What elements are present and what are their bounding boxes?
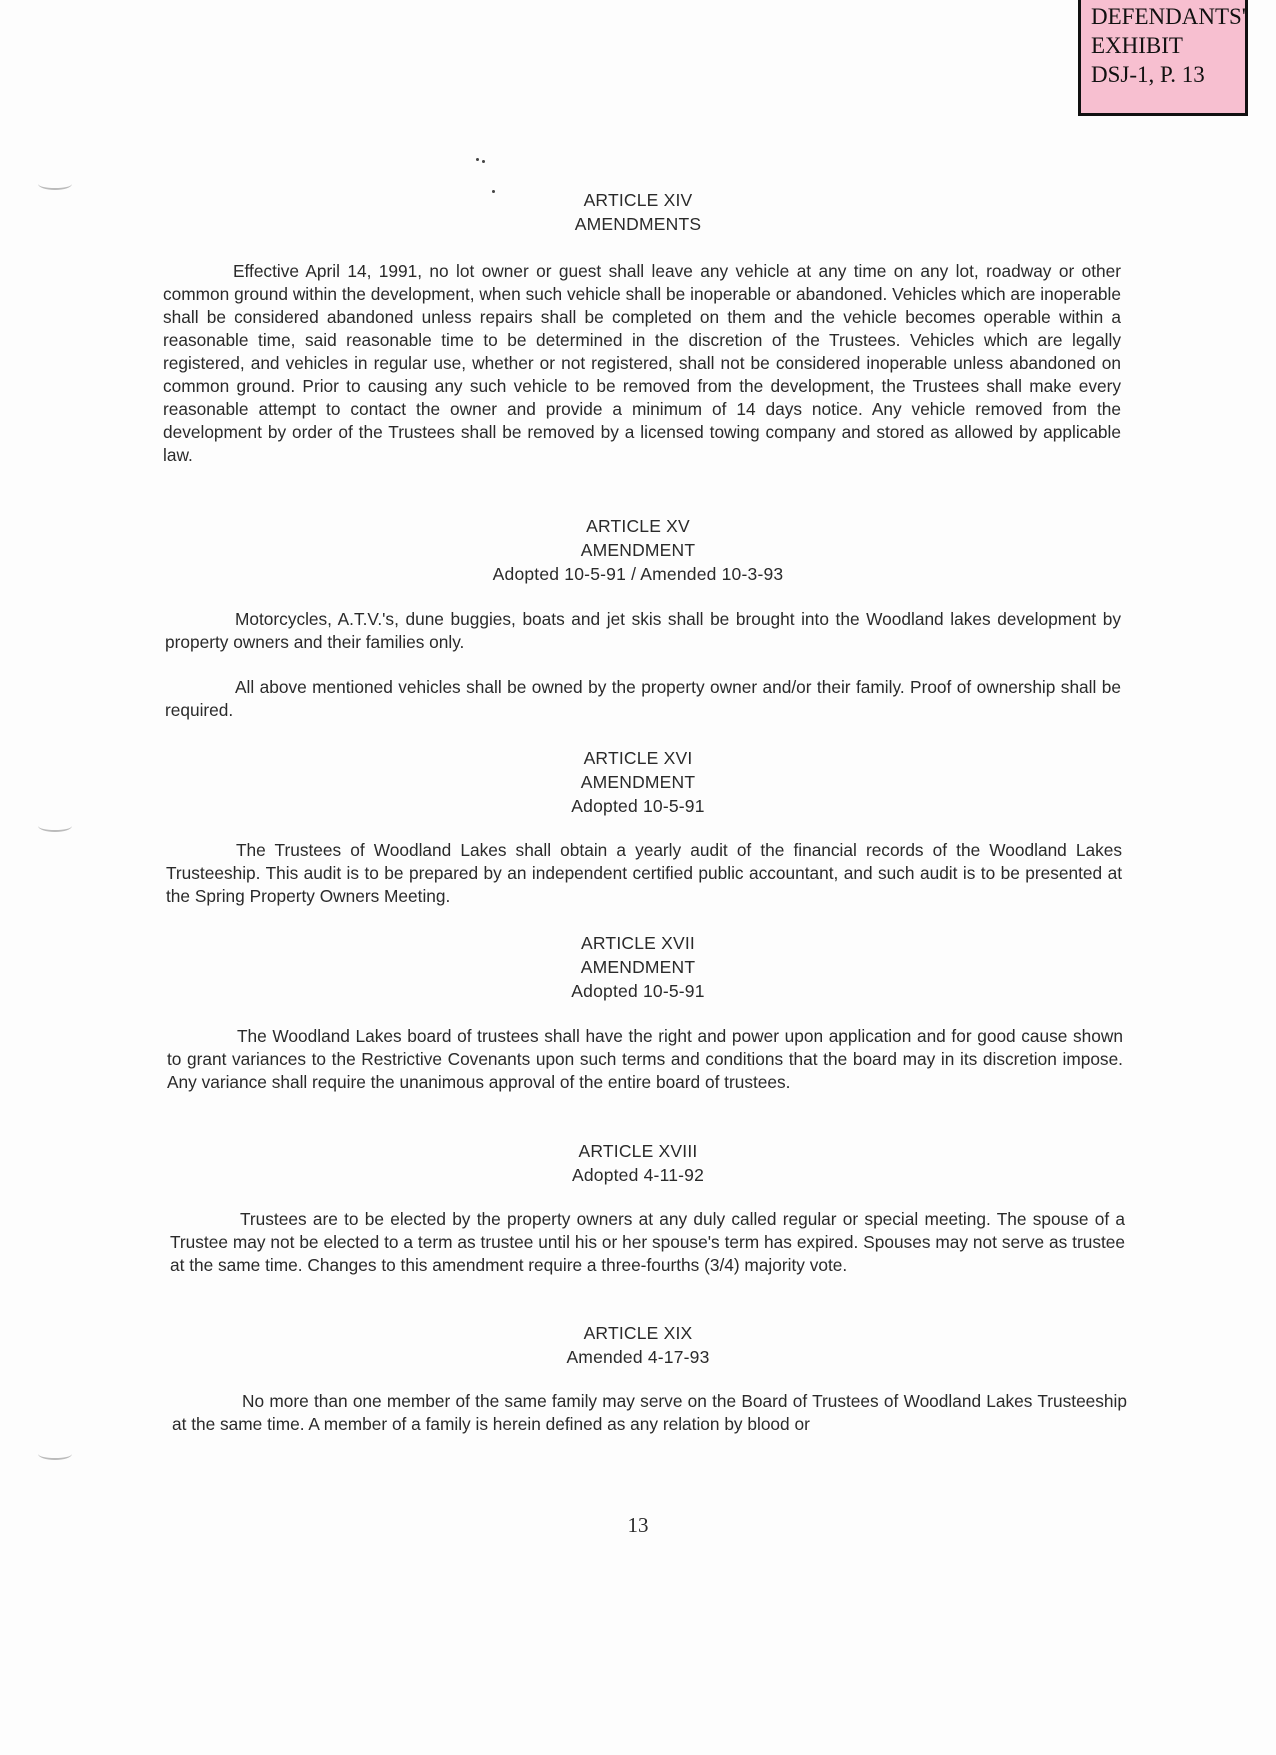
article-xix-paragraph: No more than one member of the same family may serve on the Board of Trustees of Woodland Lakes Trusteeship at the same time. A member of a family is herein defined as any relation by blood or <box>172 1391 1127 1434</box>
article-xviii-paragraph: Trustees are to be elected by the property owners at any duly called regular or special meeting. The spouse of a Trustee may not be elected to a term as trustee until his or her spouse's term has expired. Spouses may not serve as trustee at the same time. Changes to this amendment require a three-fourths (3/4) majority vote. <box>170 1209 1125 1275</box>
exhibit-line-2: EXHIBIT <box>1091 33 1183 58</box>
article-date: Adopted 10-5-91 / Amended 10-3-93 <box>492 564 784 584</box>
article-subtitle: AMENDMENT <box>580 772 696 792</box>
article-title: ARTICLE XIX <box>583 1323 693 1343</box>
article-xvi-heading <box>0 746 1276 818</box>
article-title: ARTICLE XV <box>586 516 690 536</box>
article-xv-paragraph-1: Motorcycles, A.T.V.'s, dune buggies, boats and jet skis shall be brought into the Woodland lakes development by property owners and their families only. <box>165 609 1121 652</box>
article-title: ARTICLE XVIII <box>578 1141 698 1161</box>
article-title: ARTICLE XVI <box>583 748 693 768</box>
article-title: ARTICLE XVII <box>581 933 695 953</box>
scan-speck <box>482 160 485 163</box>
article-xix-heading <box>0 1321 1276 1369</box>
exhibit-line-1: DEFENDANTS' <box>1091 4 1246 29</box>
article-xv-heading <box>0 514 1276 586</box>
punch-hole-mark <box>38 1448 72 1460</box>
article-title: ARTICLE XIV <box>583 190 693 210</box>
scan-speck <box>476 158 479 161</box>
article-date: Amended 4-17-93 <box>566 1347 710 1367</box>
article-xvii-heading <box>0 931 1276 1003</box>
article-date: Adopted 10-5-91 <box>571 981 705 1001</box>
page-number: 13 <box>627 1513 649 1537</box>
exhibit-line-3: DSJ-1, P. 13 <box>1091 62 1205 87</box>
article-xv-paragraph-2: All above mentioned vehicles shall be owned by the property owner and/or their family. Proof of ownership shall be required. <box>165 677 1121 720</box>
article-date: Adopted 10-5-91 <box>571 796 705 816</box>
punch-hole-mark <box>38 820 72 832</box>
article-xiv-heading <box>0 188 1276 236</box>
article-xvi-paragraph: The Trustees of Woodland Lakes shall obtain a yearly audit of the financial records of the Woodland Lakes Trusteeship. This audit is to be prepared by an independent certified public accountant, and such audit is to be presented at the Spring Property Owners Meeting. <box>166 840 1122 906</box>
article-xiv-paragraph: Effective April 14, 1991, no lot owner or guest shall leave any vehicle at any time on any lot, roadway or other common ground within the development, when such vehicle shall be inoperable or abandoned. Vehicles which are inoperable shall be considered abandoned unless repairs shall be completed on them and the vehicle becomes operable within a reasonable time, said reasonable time to be determined in the discretion of the Trustees. Vehicles which are legally registered, and vehicles in regular use, whether or not registered, shall not be considered inoperable unless abandoned on common ground. Prior to causing any such vehicle to be removed from the development, the Trustees shall make every reasonable attempt to contact the owner and provide a minimum of 14 days notice. Any vehicle removed from the development by order of the Trustees shall be removed by a licensed towing company and stored as allowed by applicable law. <box>163 261 1121 465</box>
article-xviii-heading <box>0 1139 1276 1187</box>
article-xvii-paragraph: The Woodland Lakes board of trustees shall have the right and power upon application and for good cause shown to grant variances to the Restrictive Covenants upon such terms and conditions that the board may in its discretion impose. Any variance shall require the unanimous approval of the entire board of trustees. <box>167 1026 1123 1092</box>
article-subtitle: AMENDMENT <box>580 540 696 560</box>
article-date: Adopted 4-11-92 <box>571 1165 705 1185</box>
article-subtitle: AMENDMENT <box>580 957 696 977</box>
exhibit-label <box>1078 0 1248 116</box>
article-subtitle: AMENDMENTS <box>574 214 702 234</box>
